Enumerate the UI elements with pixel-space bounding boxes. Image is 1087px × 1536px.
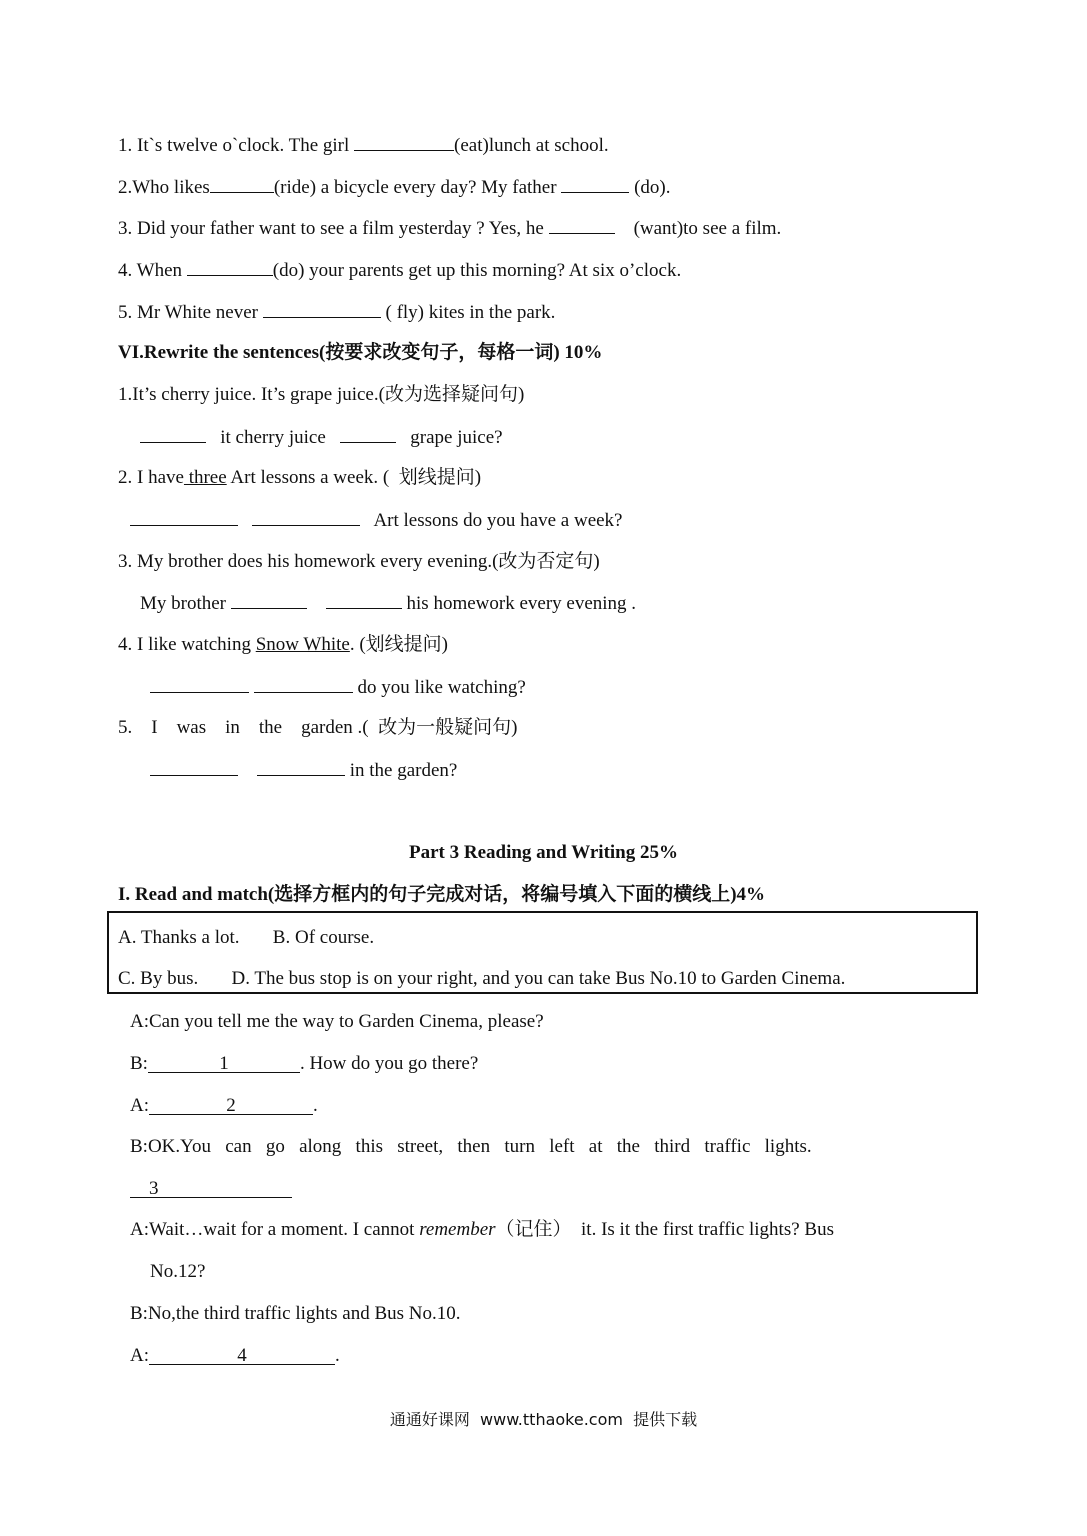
underlined-word: Snow White (255, 634, 350, 655)
dialog-line: A: 4 . (130, 1345, 340, 1366)
q6-4-prompt: 4. I like watching Snow White. (划线提问) (118, 634, 448, 655)
dialog-line: A:Wait…wait for a moment. I cannot remember（记住） it. Is it the first traffic lights? Bus (130, 1219, 834, 1240)
q5-2: 2.Who likes (ride) a bicycle every day? My father (do). (118, 177, 671, 198)
q6-5-answer: in the garden? (150, 758, 457, 783)
dialog-line: B: 1 . How do you go there? (130, 1053, 479, 1074)
answer-blank[interactable] (130, 508, 238, 526)
q6-1-prompt: 1.It’s cherry juice. It’s grape juice.(改为选择疑问句) (118, 384, 525, 405)
section-heading: VI.Rewrite the sentences(按要求改变句子，每格一词) 10% (118, 342, 603, 363)
dialog-line: B:OK.You can go along this street, then turn left at the third traffic lights. (130, 1136, 812, 1157)
q6-2-answer: Art lessons do you have a week? (130, 508, 623, 533)
part-title: Part 3 Reading and Writing 25% (408, 842, 678, 863)
answer-blank[interactable] (187, 258, 273, 276)
answer-blank[interactable] (210, 175, 274, 193)
q6-4-answer: do you like watching? (150, 675, 526, 700)
answer-blank[interactable] (326, 591, 402, 609)
q6-3-prompt: 3. My brother does his homework every evening.(改为否定句) (118, 551, 600, 572)
page-footer: 通通好课网 www.tthaoke.com 提供下载 (389, 1410, 698, 1429)
answer-blank[interactable]: 2 (149, 1097, 313, 1115)
q6-1-answer: it cherry juice grape juice? (140, 425, 503, 450)
answer-blank[interactable] (263, 300, 381, 318)
answer-blank[interactable]: 1 (148, 1055, 300, 1073)
q5-4: 4. When (do) your parents get up this morning? At six o’clock. (118, 260, 682, 281)
q5-5: 5. Mr White never ( fly) kites in the park. (118, 302, 556, 323)
answer-blank[interactable] (354, 133, 454, 151)
answer-blank[interactable] (231, 591, 307, 609)
answer-blank[interactable]: 3 (130, 1180, 292, 1198)
answer-blank[interactable] (561, 175, 629, 193)
answer-blank[interactable] (150, 675, 249, 693)
answer-blank[interactable] (257, 758, 345, 776)
q5-3: 3. Did your father want to see a film yesterday ? Yes, he (want)to see a film. (118, 218, 782, 239)
dialog-line: No.12? (150, 1261, 206, 1282)
dialog-line: B:No,the third traffic lights and Bus No.10. (130, 1303, 461, 1324)
dialog-line (130, 1177, 292, 1201)
answer-blank[interactable]: 4 (149, 1347, 335, 1365)
dialog-line: A: 2 . (130, 1095, 318, 1116)
q6-5-prompt: 5. I was in the garden .( 改为一般疑问句) (118, 717, 518, 738)
q6-3-answer: My brother his homework every evening . (140, 593, 637, 614)
answer-blank[interactable] (252, 508, 360, 526)
underlined-word: three (183, 467, 227, 488)
answer-blank[interactable] (150, 758, 238, 776)
answer-blank[interactable] (254, 675, 353, 693)
q6-2-prompt: 2. I have three Art lessons a week. ( 划线提问) (118, 467, 482, 488)
options-line-1: A. Thanks a lot. B. Of course. (118, 927, 375, 948)
answer-blank[interactable] (340, 425, 396, 443)
answer-blank[interactable] (549, 216, 615, 234)
dialog-line: A:Can you tell me the way to Garden Cinema, please? (130, 1011, 544, 1032)
answer-blank[interactable] (140, 425, 206, 443)
q5-1: 1. It`s twelve o`clock. The girl (eat)lunch at school. (118, 135, 609, 156)
section-heading: I. Read and match(选择方框内的句子完成对话，将编号填入下面的横线上)4% (118, 884, 766, 905)
options-line-2: C. By bus. D. The bus stop is on your right, and you can take Bus No.10 to Garden Cinema. (118, 968, 846, 989)
